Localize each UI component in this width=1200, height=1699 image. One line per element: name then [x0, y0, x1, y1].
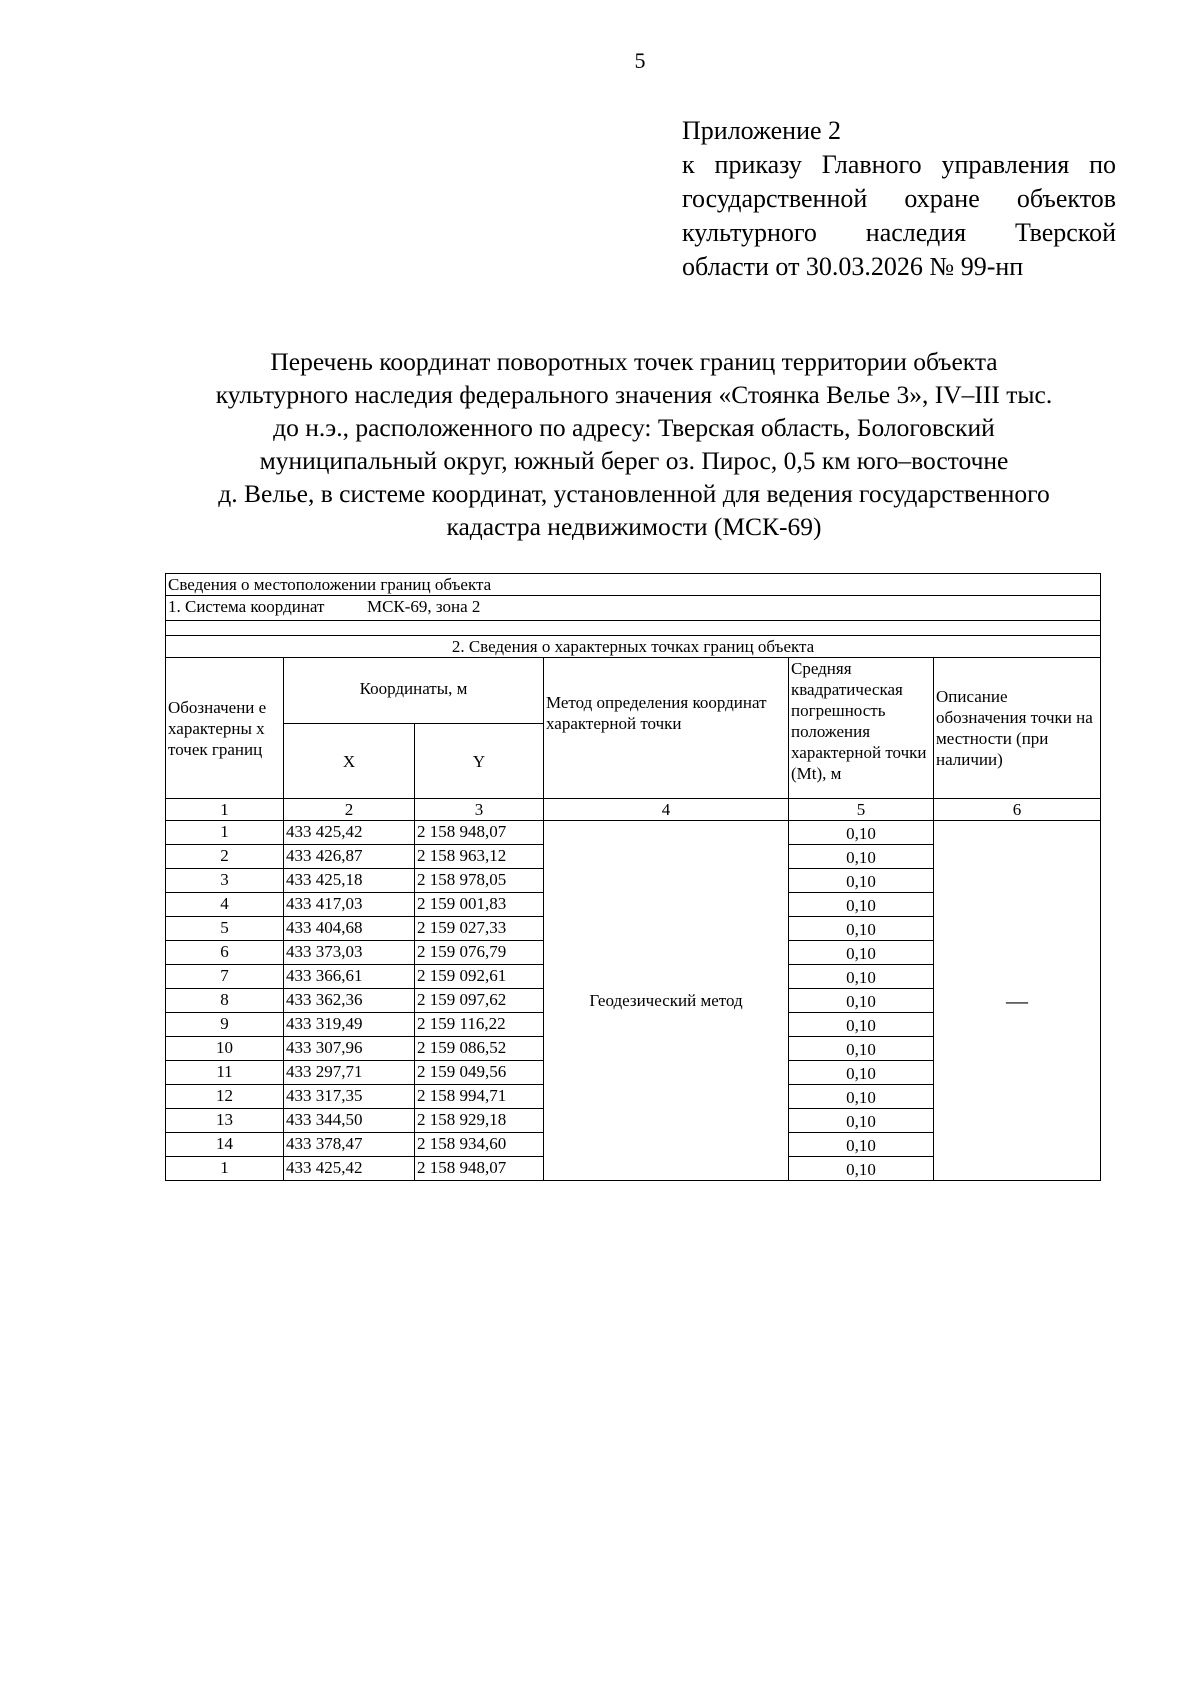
- coord-x: 433 417,03: [284, 893, 415, 917]
- point-number: 13: [166, 1109, 284, 1133]
- coord-x: 433 378,47: [284, 1133, 415, 1157]
- point-number: 12: [166, 1085, 284, 1109]
- column-number: 6: [934, 799, 1101, 821]
- point-number: 7: [166, 965, 284, 989]
- mt-value: 0,10: [789, 845, 934, 869]
- coord-y: 2 158 994,71: [415, 1085, 544, 1109]
- coord-x: 433 366,61: [284, 965, 415, 989]
- column-number: 1: [166, 799, 284, 821]
- coord-x: 433 319,49: [284, 1013, 415, 1037]
- method-cell: Геодезический метод: [544, 821, 789, 1181]
- point-number: 11: [166, 1061, 284, 1085]
- point-number: 3: [166, 869, 284, 893]
- coord-y: 2 159 049,56: [415, 1061, 544, 1085]
- header-coordinates: Координаты, м: [284, 658, 544, 724]
- point-number: 2: [166, 845, 284, 869]
- point-number: 5: [166, 917, 284, 941]
- column-number: 2: [284, 799, 415, 821]
- section-title: Сведения о местоположении границ объекта: [166, 574, 1101, 596]
- coord-y: 2 158 978,05: [415, 869, 544, 893]
- coord-x: 433 426,87: [284, 845, 415, 869]
- title-line: муниципальный округ, южный берег оз. Пирос, 0,5 км юго–восточне: [259, 446, 1009, 475]
- points-section-title: 2. Сведения о характерных точках границ объекта: [166, 636, 1101, 658]
- page-number: 5: [634, 48, 646, 73]
- table-row: [166, 821, 1101, 845]
- mt-value: 0,10: [789, 917, 934, 941]
- mt-value: 0,10: [789, 821, 934, 845]
- point-number: 9: [166, 1013, 284, 1037]
- description-cell: —: [934, 821, 1101, 1181]
- mt-value: 0,10: [789, 989, 934, 1013]
- mt-value: 0,10: [789, 1157, 934, 1181]
- appendix-line: области от 30.03.2026 № 99-нп: [682, 252, 1024, 281]
- mt-value: 0,10: [789, 1133, 934, 1157]
- appendix-line: культурного наследия Тверской: [682, 218, 1116, 247]
- point-number: 6: [166, 941, 284, 965]
- header-method: Метод определения координат характерной точки: [544, 658, 789, 799]
- mt-value: 0,10: [789, 869, 934, 893]
- coord-y: 2 159 092,61: [415, 965, 544, 989]
- mt-value: 0,10: [789, 1109, 934, 1133]
- document-title: [160, 345, 1108, 543]
- coord-y: 2 159 027,33: [415, 917, 544, 941]
- mt-value: 0,10: [789, 893, 934, 917]
- point-number: 4: [166, 893, 284, 917]
- coord-x: 433 307,96: [284, 1037, 415, 1061]
- column-number: 4: [544, 799, 789, 821]
- coord-x: 433 373,03: [284, 941, 415, 965]
- column-number: 3: [415, 799, 544, 821]
- point-number: 1: [166, 821, 284, 845]
- coord-x: 433 344,50: [284, 1109, 415, 1133]
- title-line: д. Велье, в системе координат, установленной для ведения государственного: [218, 479, 1050, 508]
- coord-system-row: [166, 596, 1101, 621]
- coord-x: 433 425,18: [284, 869, 415, 893]
- mt-value: 0,10: [789, 1085, 934, 1109]
- header-description: Описание обозначения точки на местности (при наличии): [934, 658, 1101, 799]
- coord-y: 2 158 934,60: [415, 1133, 544, 1157]
- coordinates-table: [165, 573, 1101, 1181]
- title-line: Перечень координат поворотных точек границ территории объекта: [270, 347, 998, 376]
- mt-value: 0,10: [789, 1037, 934, 1061]
- appendix-block: [682, 114, 1116, 284]
- mt-value: 0,10: [789, 965, 934, 989]
- coord-y: 2 159 097,62: [415, 989, 544, 1013]
- header-y: Y: [415, 724, 544, 799]
- point-number: 14: [166, 1133, 284, 1157]
- coord-y: 2 158 963,12: [415, 845, 544, 869]
- coord-system-value: МСК-69, зона 2: [366, 597, 481, 616]
- coord-y: 2 158 948,07: [415, 1157, 544, 1181]
- coord-y: 2 159 076,79: [415, 941, 544, 965]
- coord-x: 433 362,36: [284, 989, 415, 1013]
- coord-y: 2 158 929,18: [415, 1109, 544, 1133]
- appendix-line: государственной охране объектов: [682, 184, 1116, 213]
- title-line: кадастра недвижимости (МСК-69): [446, 512, 822, 541]
- mt-value: 0,10: [789, 941, 934, 965]
- header-point-designation: Обозначени е характерны х точек границ: [166, 658, 284, 799]
- title-line: культурного наследия федерального значения «Стоянка Велье 3», IV–III тыс.: [215, 380, 1053, 409]
- coord-x: 433 425,42: [284, 1157, 415, 1181]
- appendix-line: Приложение 2: [682, 116, 842, 145]
- coord-x: 433 404,68: [284, 917, 415, 941]
- column-number: 5: [789, 799, 934, 821]
- coord-x: 433 317,35: [284, 1085, 415, 1109]
- title-line: до н.э., расположенного по адресу: Тверская область, Бологовский: [273, 413, 995, 442]
- header-error: Средняя квадратическая погрешность положения характерной точки (Mt), м: [789, 658, 934, 799]
- header-x: X: [284, 724, 415, 799]
- coord-y: 2 159 086,52: [415, 1037, 544, 1061]
- point-number: 10: [166, 1037, 284, 1061]
- coord-x: 433 425,42: [284, 821, 415, 845]
- mt-value: 0,10: [789, 1013, 934, 1037]
- coord-y: 2 159 116,22: [415, 1013, 544, 1037]
- coord-y: 2 159 001,83: [415, 893, 544, 917]
- coord-system-label: 1. Система координат: [168, 597, 325, 616]
- point-number: 8: [166, 989, 284, 1013]
- coord-y: 2 158 948,07: [415, 821, 544, 845]
- mt-value: 0,10: [789, 1061, 934, 1085]
- point-number: 1: [166, 1157, 284, 1181]
- appendix-line: к приказу Главного управления по: [682, 150, 1116, 179]
- spacer-row: [166, 621, 1101, 636]
- coord-x: 433 297,71: [284, 1061, 415, 1085]
